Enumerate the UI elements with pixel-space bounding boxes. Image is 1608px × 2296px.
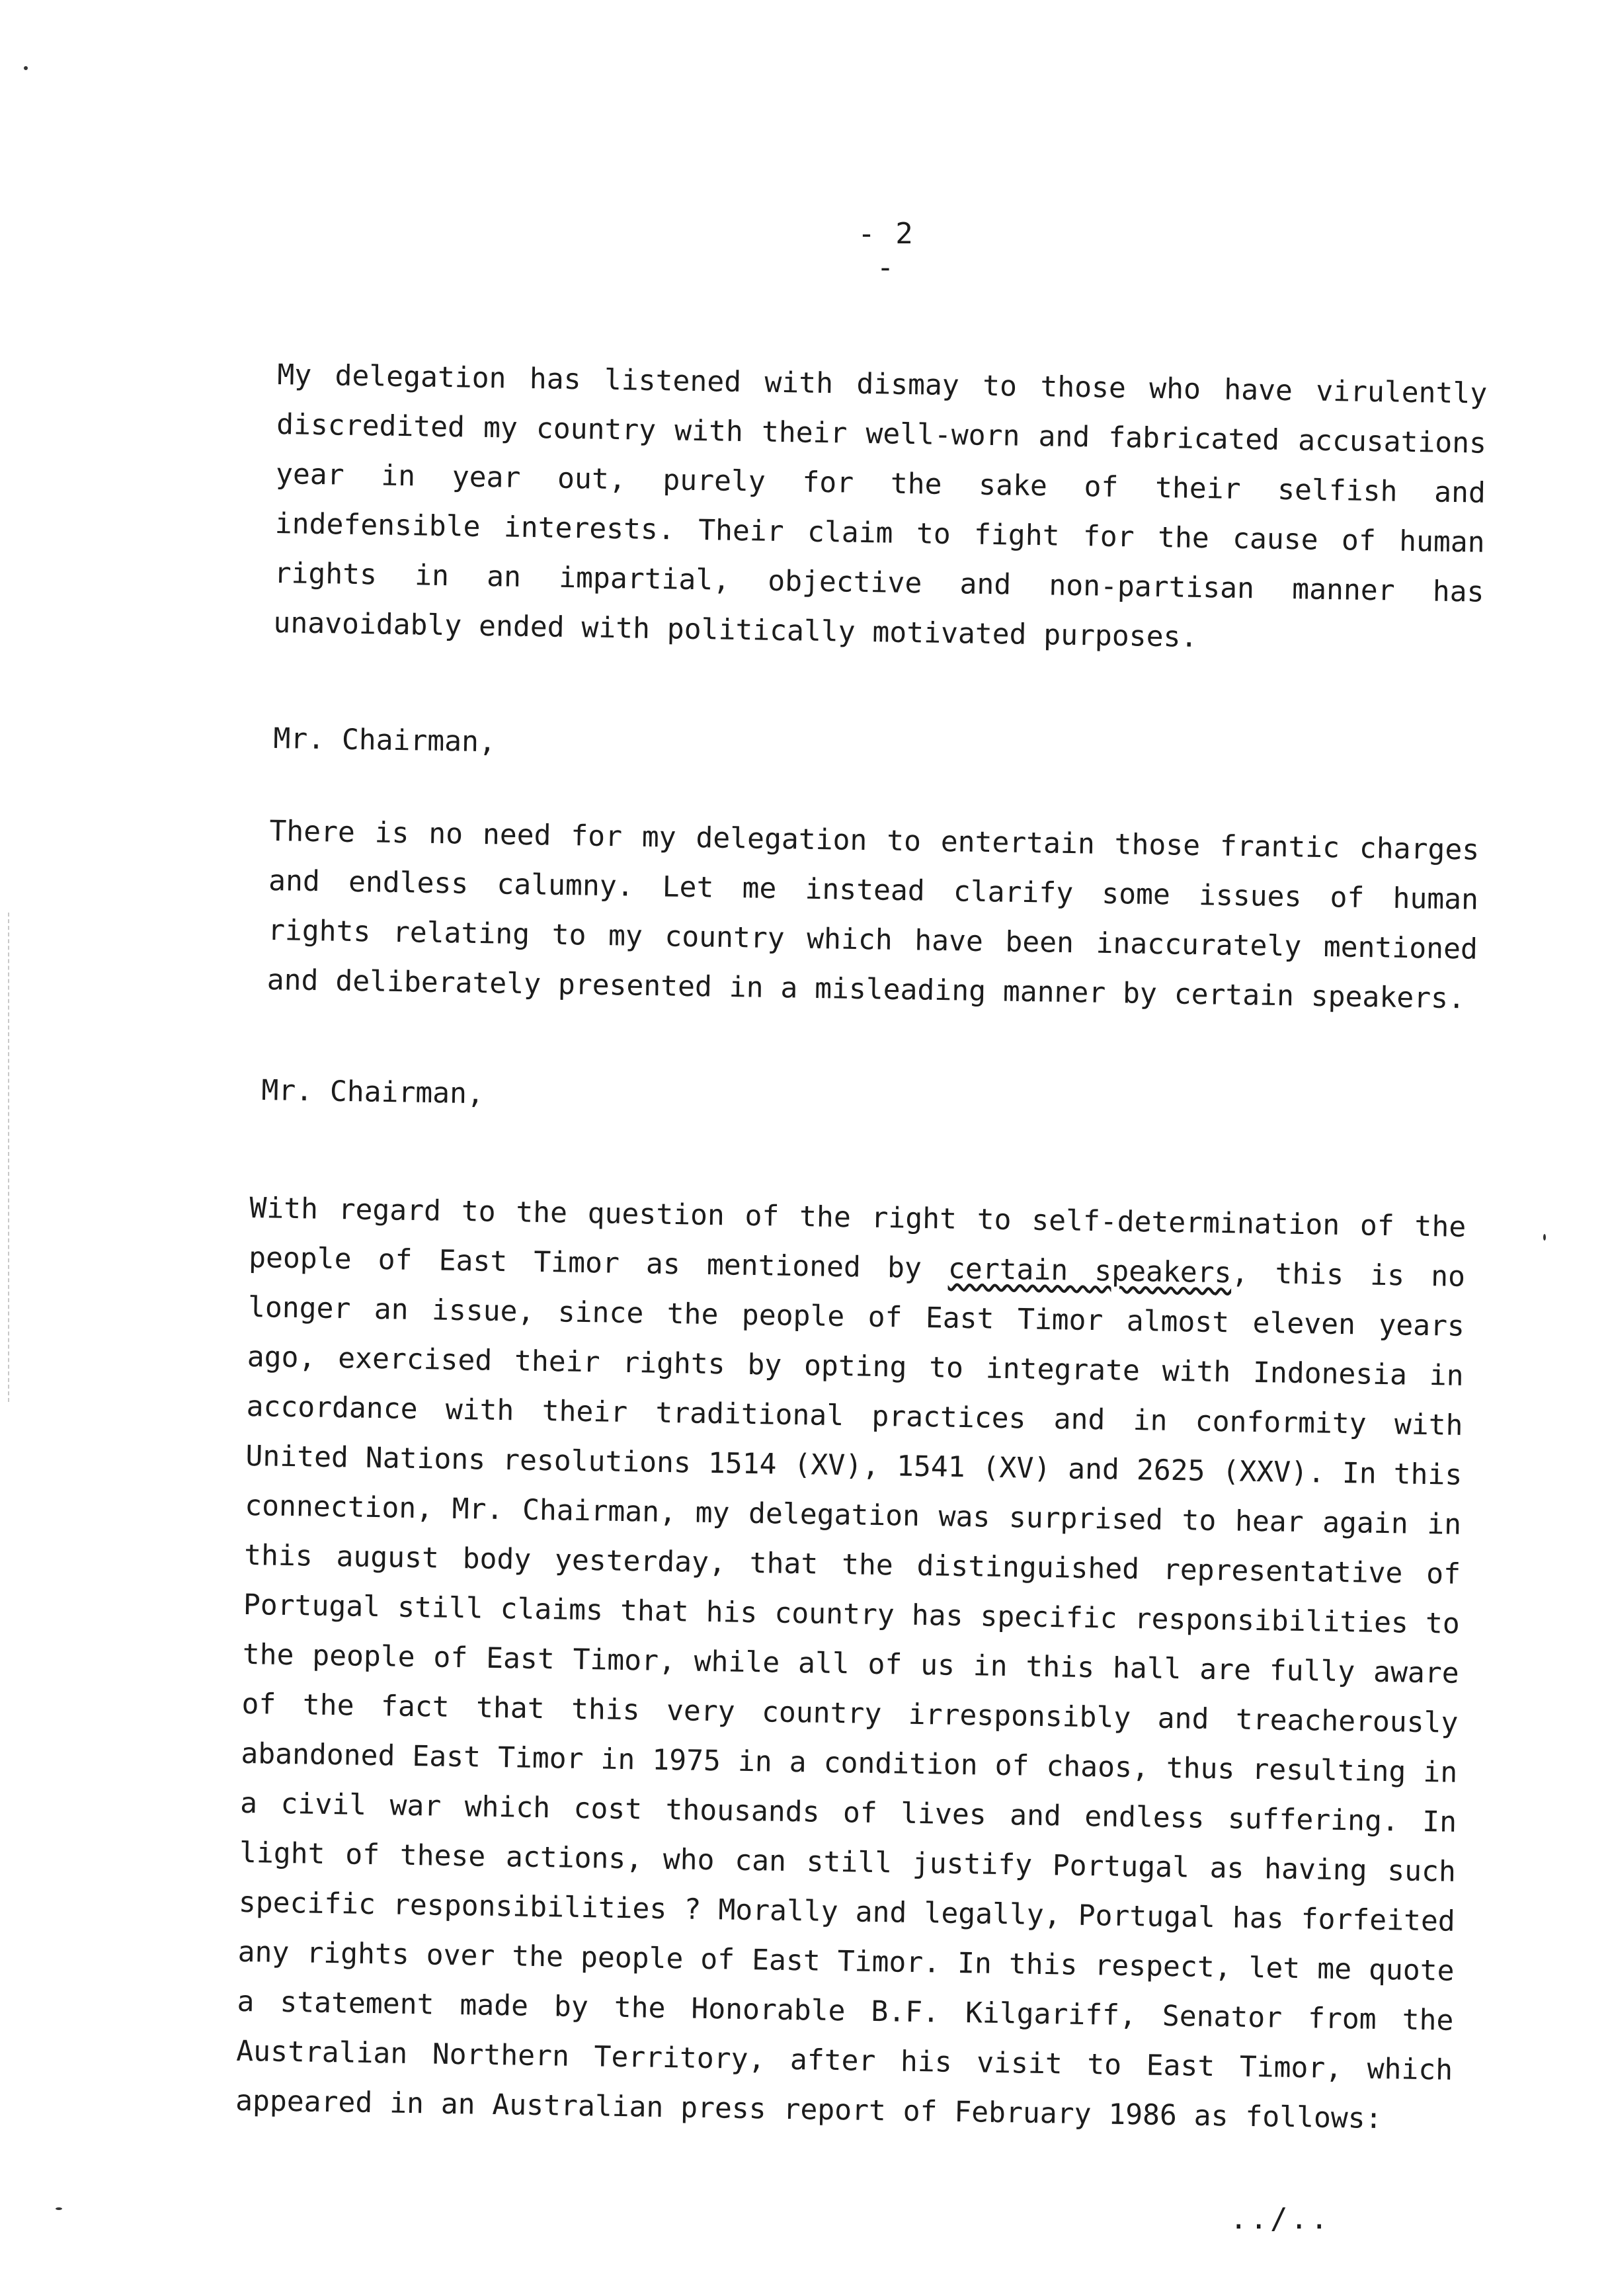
paragraph-east-timor-start: With regard to the question of the right to self-determination of the people of East Timor as mentioned by <box>248 1191 1467 1286</box>
salutation-mr-chairman-2: Mr. Chairman, <box>261 1073 485 1111</box>
underlined-certain-speakers: certain speakers <box>947 1252 1232 1290</box>
continuation-marker: ../.. <box>1230 2202 1331 2236</box>
scan-edge-mark <box>8 913 11 1402</box>
page-number: - 2 - <box>858 217 914 284</box>
salutation-mr-chairman: Mr. Chairman, <box>273 721 497 759</box>
scan-speck <box>1543 1234 1546 1241</box>
scan-speck <box>24 66 28 70</box>
paragraph-east-timor-rest: , this is no longer an issue, since the people of East Timor almost eleven years ago, exercised their rights by opting to integrate with Indonesia in accordance with their traditional practices and in conformity with United Nations resolutions 1514 (XV), 1541 (XV) and 2625 (XXV). In this connection, Mr. Chairman, my delegation was surprised to hear again in this august body yesterday, that the distinguished representative of Portugal still claims that his country has specific responsibilities to the people of East Timor, while all of us in this hall are fully aware of the fact that this very country irresponsibly and treacherously abandoned East Timor in 1975 in a condition of chaos, thus resulting in a civil war which cost thousands of lives and endless suffering. In light of these actions, who can still justify Portugal as having such specific responsibilities ? Morally and legally, Portugal has forfeited any rights over the people of East Timor. In this respect, let me quote a statement made by the Honorable B.F. Kilgariff, Senator from the Australian Northern Territory, after his visit to East Timor, which appeared in an Australian press report of February 1986 as follows: <box>235 1256 1466 2136</box>
scan-speck <box>56 2207 62 2210</box>
paragraph-east-timor <box>235 1184 1467 2145</box>
paragraph-delegation-dismay: My delegation has listened with dismay to those who have virulently discredited my country with their well-worn and fabricated accusations year in year out, purely for the sake of their selfish and indefensible interests. Their claim to fight for the cause of human rights in an impartial, objective and non-partisan manner has unavoidably ended with politically motivated purposes. <box>273 358 1488 654</box>
paragraph-clarify-issues: There is no need for my delegation to entertain those frantic charges and endless calumny. Let me instead clarify some issues of human rights relating to my country which have been inaccurately mentioned and deliberately presented in a misleading manner by certain speakers. <box>266 814 1480 1016</box>
